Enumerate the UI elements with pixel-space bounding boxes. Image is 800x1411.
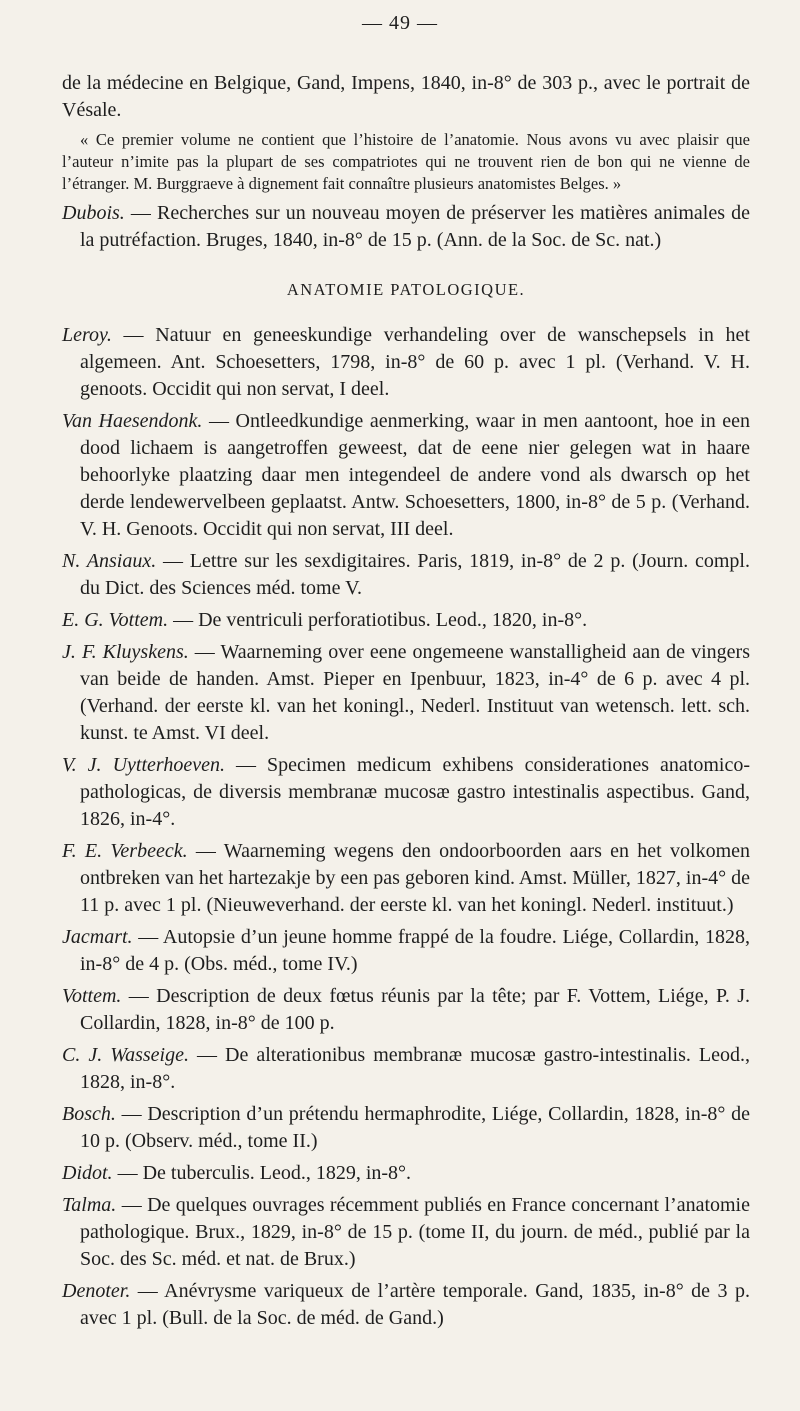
bibliography-entry	[62, 983, 750, 1037]
bibliography-entry	[62, 1278, 750, 1332]
entry-author: Van Haesendonk.	[62, 410, 203, 432]
entry-text: — De tuberculis. Leod., 1829, in-8°.	[112, 1162, 412, 1184]
bibliography-entry	[62, 1101, 750, 1155]
entry-author: Denoter.	[62, 1280, 131, 1302]
entry-author: Leroy.	[62, 324, 112, 346]
entry-text: — Anévrysme variqueux de l’artère temporale. Gand, 1835, in-8° de 3 p. avec 1 pl. (Bull. de la Soc. de méd. de Gand.)	[80, 1280, 750, 1329]
entry-author: Bosch.	[62, 1103, 116, 1125]
bibliography-list	[62, 322, 750, 1332]
entry-text: — Recherches sur un nouveau moyen de préserver les matières animales de la putréfaction. Bruges, 1840, in-8° de 15 p. (Ann. de la Soc. de Sc. nat.)	[80, 202, 750, 251]
bibliography-entry	[62, 1160, 750, 1187]
entry-text: — Lettre sur les sexdigitaires. Paris, 1819, in-8° de 2 p. (Journ. compl. du Dict. des Sciences méd. tome V.	[80, 550, 750, 599]
entry-text: — Specimen medicum exhibens considerationes anatomico-pathologicas, de diversis membranæ mucosæ gastro intestinalis aspectibus. Gand, 1826, in-4°.	[80, 754, 750, 830]
bibliography-entry	[62, 838, 750, 919]
entry-text: — Waarneming wegens den ondoorboorden aars en het volkomen ontbreken van het hartezakje by een pas geboren kind. Amst. Müller, 1827, in-4° de 11 p. avec 1 pl. (Nieuweverhand. der eerste kl. van het koningl. Nederl. instituut.)	[80, 840, 750, 916]
bibliography-entry	[62, 1042, 750, 1096]
bibliography-entry	[62, 607, 750, 634]
bibliography-entry	[62, 200, 750, 254]
entry-author: E. G. Vottem.	[62, 609, 169, 631]
review-quote: « Ce premier volume ne contient que l’histoire de l’anatomie. Nous avons vu avec plaisir que l’auteur n’imite pas la plupart de ses compatriotes qui ne trouvent rien de bon qui ne vienne de l’étranger. M. Burggraeve à dignement fait connaître plusieurs anatomistes Belges. »	[62, 130, 750, 193]
bibliography-entry	[62, 924, 750, 978]
entry-author: J. F. Kluyskens.	[62, 641, 189, 663]
entry-text: — De quelques ouvrages récemment publiés en France concernant l’anatomie pathologique. Brux., 1829, in-8° de 15 p. (tome II, du journ. de méd., publié par la Soc. des Sc. méd. et nat. de Brux.)	[80, 1194, 750, 1270]
entry-text: de la médecine en Belgique, Gand, Impens, 1840, in-8° de 303 p., avec le portrait de Vésale.	[62, 72, 750, 121]
entry-text: — Autopsie d’un jeune homme frappé de la foudre. Liége, Collardin, 1828, in-8° de 4 p. (Obs. méd., tome IV.)	[80, 926, 750, 975]
entry-author: Jacmart.	[62, 926, 133, 948]
entry-author: V. J. Uytterhoeven.	[62, 754, 225, 776]
entry-text: — De alterationibus membranæ mucosæ gastro-intestinalis. Leod., 1828, in-8°.	[80, 1044, 750, 1093]
entry-author: Didot.	[62, 1162, 113, 1184]
bibliography-entry	[62, 639, 750, 747]
entry-author: F. E. Verbeeck.	[62, 840, 188, 862]
bibliography-entry-continuation	[62, 70, 750, 124]
entry-text: — Description d’un prétendu hermaphrodite, Liége, Collardin, 1828, in-8° de 10 p. (Observ. méd., tome II.)	[80, 1103, 750, 1152]
entry-author: C. J. Wasseige.	[62, 1044, 189, 1066]
page-number: — 49 —	[362, 12, 438, 34]
entry-text: — Description de deux fœtus réunis par la tête; par F. Vottem, Liége, P. J. Collardin, 1828, in-8° de 100 p.	[80, 985, 750, 1034]
section-heading: ANATOMIE PATOLOGIQUE.	[286, 280, 526, 299]
entry-author: N. Ansiaux.	[62, 550, 157, 572]
entry-text: — Natuur en geneeskundige verhandeling over de wanschepsels in het algemeen. Ant. Schoesetters, 1798, in-8° de 60 p. avec 1 pl. (Verhand. V. H. genoots. Occidit qui non servat, I deel.	[80, 324, 750, 400]
bibliography-entry	[62, 752, 750, 833]
bibliography-entry	[62, 408, 750, 543]
bibliography-entry	[62, 322, 750, 403]
entry-text: — Waarneming over eene ongemeene wanstalligheid aan de vingers van beide de handen. Amst. Pieper en Ipenbuur, 1823, in-4° de 6 p. avec 4 pl. (Verhand. der eerste kl. van het koningl., Nederl. Instituut van wetensch. lett. sch. kunst. te Amst. VI deel.	[80, 641, 750, 744]
bibliography-entry	[62, 548, 750, 602]
bibliography-entry	[62, 1192, 750, 1273]
entry-author: Vottem.	[62, 985, 122, 1007]
entry-author: Talma.	[62, 1194, 117, 1216]
entry-author: Dubois.	[62, 202, 125, 224]
entry-text: — De ventriculi perforatiotibus. Leod., 1820, in-8°.	[168, 609, 588, 631]
entry-text: — Ontleedkundige aenmerking, waar in men aantoont, hoe in een dood lichaem is aangetroffen geweest, dat de eene nier gelegen wat in haare behoorlyke plaatzing daar men integendeel de andere vond als dwarsch op het derde lendewervelbeen geplaatst. Antw. Schoesetters, 1800, in-8° de 5 p. (Verhand. V. H. Genoots. Occidit qui non servat, III deel.	[80, 410, 750, 540]
